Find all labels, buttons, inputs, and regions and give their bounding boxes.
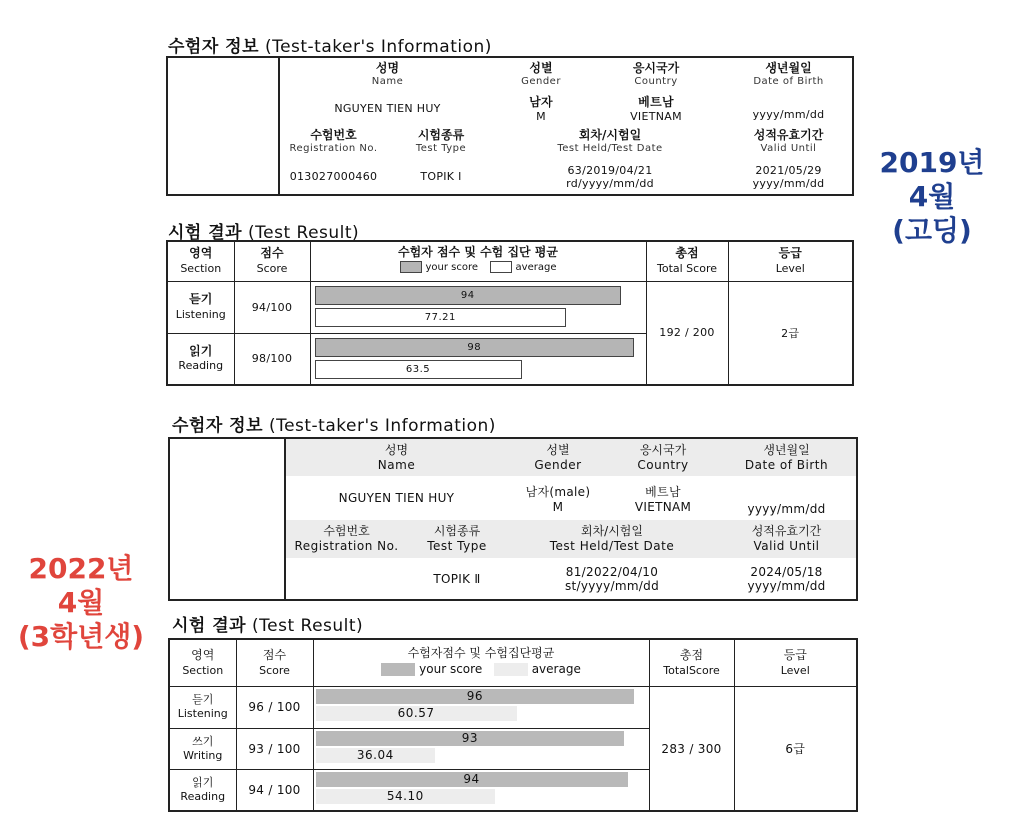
photo-box-2022 (169, 438, 285, 600)
annotation-2019: 2019년 4월 (고딩) (879, 146, 985, 248)
listening-average-bar-2022: 60.57 (316, 706, 517, 721)
type-value-2022: TOPIK Ⅱ (433, 571, 481, 586)
annotation-2022: 2022년 4월 (3학년생) (17, 552, 145, 654)
writing-section-2022: 쓰기 Writing (169, 728, 236, 769)
country-value: 베트남 VIETNAM (630, 95, 682, 123)
reading-score-2022: 94 / 100 (236, 770, 313, 811)
total-score-2022: 283 / 300 (649, 687, 734, 811)
listening-your-bar: 94 (315, 286, 621, 305)
legend-your-score-2022: your score (381, 662, 482, 678)
graph-header-2022: 수험자점수 및 수험집단평균 your score average (313, 639, 649, 687)
listening-score-2022: 96 / 100 (236, 687, 313, 728)
name-label-2022: 성명 Name (377, 442, 416, 472)
info-table-2022 (168, 437, 858, 601)
valid-value-2022: 2024/05/18 yyyy/mm/dd (747, 564, 826, 593)
listening-section: 듣기 Listening (167, 281, 234, 333)
type-label-2022: 시험종류 Test Type (427, 524, 487, 553)
reg-label-2022: 수험번호 Registration No. (294, 524, 399, 553)
listening-average-bar: 77.21 (315, 308, 567, 327)
valid-label-2022: 성적유효기간 Valid Until (751, 524, 822, 553)
held-value-2022: 81/2022/04/10 st/yyyy/mm/dd (564, 564, 659, 593)
section-header: 영역 Section (167, 241, 234, 281)
name-value: NGUYEN TIEN HUY (334, 101, 441, 115)
result-table-2019 (166, 240, 854, 386)
result-title-2022: 시험 결과 (Test Result) (172, 616, 364, 636)
listening-section-2022: 듣기 Listening (169, 687, 236, 728)
held-label: 회차/시험일 Test Held/Test Date (557, 128, 663, 155)
gender-value: 남자 M (529, 95, 553, 123)
total-score: 192 / 200 (646, 281, 728, 385)
photo-box (167, 57, 279, 195)
reading-your-bar: 98 (315, 338, 634, 357)
total-header: 총점 Total Score (646, 241, 728, 281)
dob-value-2022: yyyy/mm/dd (747, 502, 826, 516)
legend-your-score: your score (400, 261, 479, 274)
listening-your-bar-2022: 96 (316, 689, 635, 704)
legend-average: average (490, 261, 557, 274)
gender-label: 성별 Gender (521, 60, 561, 87)
dob-value: yyyy/mm/dd (752, 108, 825, 121)
name-label: 성명 Name (371, 60, 404, 87)
gender-label-2022: 성별 Gender (534, 442, 582, 472)
listening-score: 94/100 (234, 281, 310, 333)
info-table-2019 (166, 56, 854, 196)
country-label: 응시국가 Country (632, 60, 680, 87)
listening-bars-2022 (313, 687, 649, 728)
info-title-2022: 수험자 정보 (Test-taker's Information) (172, 416, 496, 436)
type-value: TOPIK Ⅰ (420, 170, 462, 183)
graph-header: 수험자 점수 및 수험 집단 평균 your score average (310, 241, 646, 281)
reading-section: 읽기 Reading (167, 333, 234, 385)
result-title-2019: 시험 결과 (Test Result) (168, 223, 360, 243)
type-label: 시험종류 Test Type (415, 128, 467, 155)
legend-average-2022: average (494, 662, 581, 678)
info-title-2019: 수험자 정보 (Test-taker's Information) (168, 37, 492, 57)
writing-your-bar-2022: 93 (316, 731, 625, 746)
reading-bars (310, 333, 646, 385)
reading-average-bar: 63.5 (315, 360, 522, 379)
score-header: 점수 Score (234, 241, 310, 281)
section-header-2022: 영역 Section (169, 639, 236, 687)
country-value-2022: 베트남 VIETNAM (634, 484, 692, 514)
writing-bars-2022 (313, 728, 649, 769)
level-value: 2급 (728, 281, 853, 385)
reading-your-bar-2022: 94 (316, 772, 628, 787)
level-header: 등급 Level (728, 241, 853, 281)
reg-value-2022 (285, 558, 407, 600)
country-label-2022: 응시국가 Country (637, 442, 689, 472)
gender-value-2022: 남자(male) M (525, 484, 591, 514)
total-header-2022: 총점 TotalScore (649, 639, 734, 687)
listening-bars (310, 281, 646, 333)
reading-score: 98/100 (234, 333, 310, 385)
level-header-2022: 등급 Level (734, 639, 857, 687)
valid-label: 성적유효기간 Valid Until (753, 128, 824, 155)
dob-label: 생년월일 Date of Birth (753, 60, 824, 87)
result-table-2022 (168, 638, 858, 812)
held-label-2022: 회차/시험일 Test Held/Test Date (549, 524, 675, 553)
held-value: 63/2019/04/21 rd/yyyy/mm/dd (566, 163, 654, 190)
writing-score-2022: 93 / 100 (236, 728, 313, 769)
valid-value: 2021/05/29 yyyy/mm/dd (752, 163, 825, 190)
score-header-2022: 점수 Score (236, 639, 313, 687)
writing-average-bar-2022: 36.04 (316, 748, 436, 763)
reg-label: 수험번호 Registration No. (289, 128, 378, 155)
reading-bars-2022 (313, 770, 649, 811)
dob-label-2022: 생년월일 Date of Birth (744, 442, 829, 472)
level-value-2022: 6급 (734, 687, 857, 811)
reg-value: 013027000460 (289, 170, 378, 183)
name-value-2022: NGUYEN TIEN HUY (338, 491, 455, 505)
score-report-sheet (152, 14, 874, 812)
reading-average-bar-2022: 54.10 (316, 789, 496, 804)
reading-section-2022: 읽기 Reading (169, 770, 236, 811)
